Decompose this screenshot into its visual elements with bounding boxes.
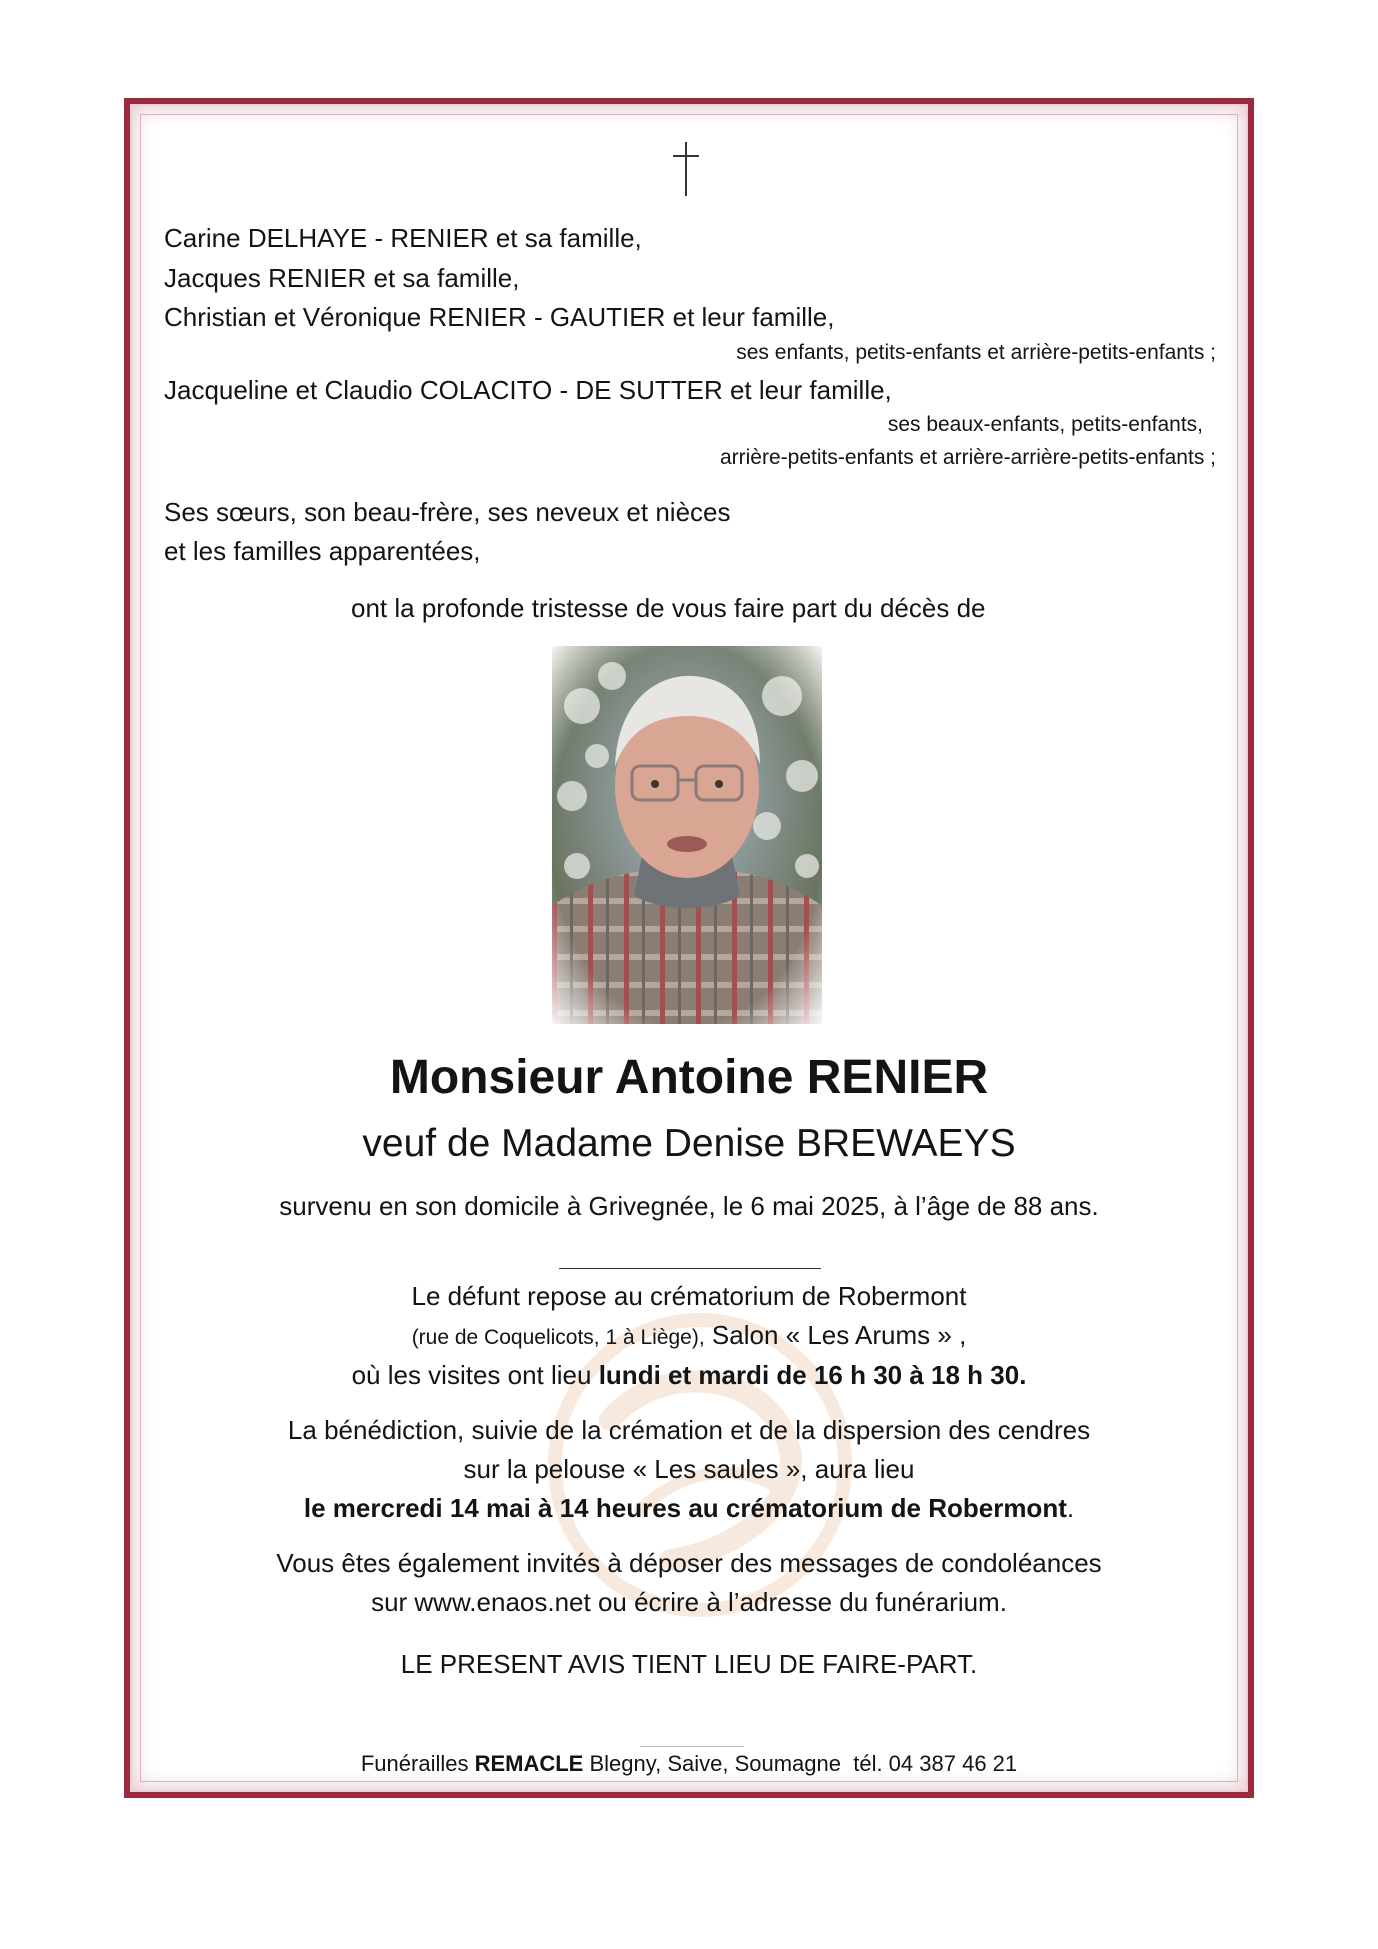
visits-address: (rue de Coquelicots, 1 à Liège), bbox=[411, 1326, 705, 1349]
funeral-home-footer: Funérailles REMACLE Blegny, Saive, Soumagne tél. 04 387 46 21 bbox=[360, 1751, 1018, 1776]
funeral-home-contact: Blegny, Saive, Soumagne tél. 04 387 46 21 bbox=[583, 1751, 1018, 1776]
visits-line-2 bbox=[130, 1319, 1248, 1354]
family-line-1: Carine DELHAYE - RENIER et sa famille, bbox=[164, 223, 642, 253]
announcement-intro: ont la profonde tristesse de vous faire part du décès de bbox=[351, 593, 986, 623]
family-line-2: Jacques RENIER et sa famille, bbox=[164, 263, 520, 293]
portrait-photo bbox=[552, 646, 822, 1024]
widow-of: veuf de Madame Denise BREWAEYS bbox=[362, 1122, 1016, 1165]
family-line-8: Ses sœurs, son beau-frère, ses neveux et nièces bbox=[164, 497, 731, 527]
family-line-9: et les familles apparentées, bbox=[164, 536, 481, 566]
ceremony-date: le mercredi 14 mai à 14 heures au crématorium de Robermont bbox=[303, 1493, 1067, 1523]
visits-intro: où les visites ont lieu bbox=[351, 1360, 599, 1390]
footer-separator bbox=[640, 1746, 744, 1747]
ceremony-line-1: La bénédiction, suivie de la crémation et de la dispersion des cendres bbox=[287, 1415, 1091, 1445]
cross-icon bbox=[670, 140, 702, 198]
visits-hours: lundi et mardi de 16 h 30 à 18 h 30. bbox=[598, 1360, 1027, 1390]
family-line-6: ses beaux-enfants, petits-enfants, bbox=[887, 413, 1203, 436]
condolences-line-1: Vous êtes également invités à déposer des messages de condoléances bbox=[276, 1548, 1102, 1578]
visits-line-1: Le défunt repose au crématorium de Robermont bbox=[411, 1281, 967, 1311]
family-line-7: arrière-petits-enfants et arrière-arrière-petits-enfants ; bbox=[719, 446, 1216, 469]
family-line-3: Christian et Véronique RENIER - GAUTIER et leur famille, bbox=[164, 302, 835, 332]
funeral-home-name: REMACLE bbox=[474, 1751, 584, 1776]
visits-line-3 bbox=[130, 1359, 1248, 1391]
ceremony-line-2: sur la pelouse « Les saules », aura lieu bbox=[463, 1454, 915, 1484]
condolences-line-2: sur www.enaos.net ou écrire à l’adresse du funérarium. bbox=[371, 1587, 1007, 1617]
death-details: survenu en son domicile à Grivegnée, le 6 mai 2025, à l’âge de 88 ans. bbox=[279, 1191, 1099, 1221]
family-line-5: Jacqueline et Claudio COLACITO - DE SUTTER et leur famille, bbox=[164, 375, 892, 405]
ceremony-line-3: le mercredi 14 mai à 14 heures au crématorium de Robermont. bbox=[303, 1493, 1075, 1523]
deceased-name: Monsieur Antoine RENIER bbox=[389, 1051, 989, 1104]
visits-salon: Salon « Les Arums » , bbox=[704, 1320, 967, 1350]
family-line-4: ses enfants, petits-enfants et arrière-petits-enfants ; bbox=[736, 341, 1216, 364]
separator-line bbox=[559, 1268, 821, 1269]
notice-text: LE PRESENT AVIS TIENT LIEU DE FAIRE-PART. bbox=[400, 1649, 978, 1679]
